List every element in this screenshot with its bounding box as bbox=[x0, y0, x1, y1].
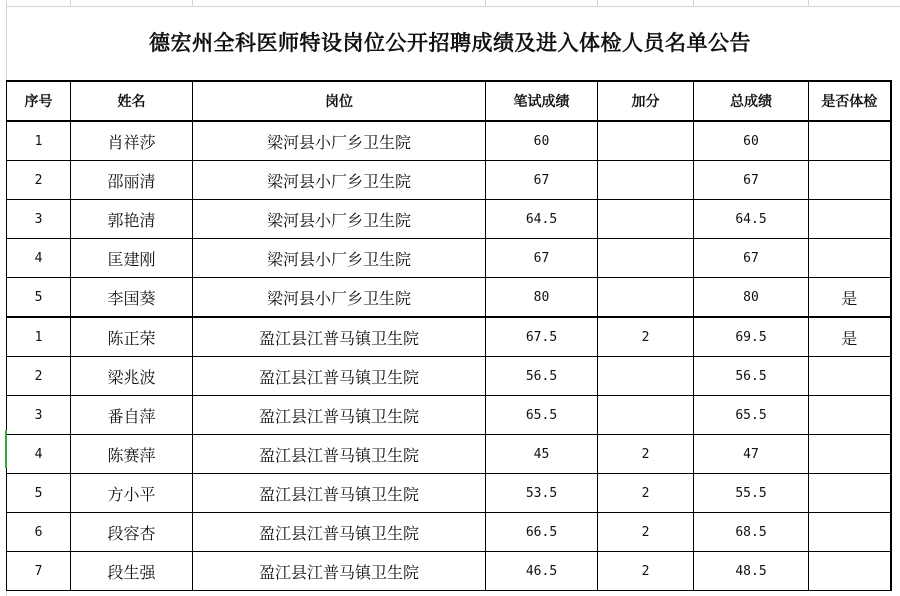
cell-index[interactable]: 5 bbox=[7, 278, 71, 318]
cell-medical-exam[interactable] bbox=[809, 357, 891, 396]
cell-bonus[interactable]: 2 bbox=[598, 317, 694, 357]
cell-written-score[interactable]: 46.5 bbox=[486, 552, 598, 591]
table-row bbox=[7, 474, 891, 513]
cell-written-score[interactable]: 80 bbox=[486, 278, 598, 318]
cell-written-score[interactable]: 67.5 bbox=[486, 317, 598, 357]
table-row bbox=[7, 278, 891, 318]
table-row bbox=[7, 435, 891, 474]
cell-bonus[interactable] bbox=[598, 200, 694, 239]
cell-bonus[interactable]: 2 bbox=[598, 513, 694, 552]
table-row bbox=[7, 239, 891, 278]
cell-bonus[interactable] bbox=[598, 239, 694, 278]
header-position[interactable]: 岗位 bbox=[193, 81, 486, 121]
cell-position[interactable]: 盈江县江普马镇卫生院 bbox=[193, 357, 486, 396]
table-row bbox=[7, 121, 891, 161]
table-row bbox=[7, 161, 891, 200]
cell-bonus[interactable]: 2 bbox=[598, 474, 694, 513]
cell-position[interactable]: 梁河县小厂乡卫生院 bbox=[193, 278, 486, 318]
header-index[interactable]: 序号 bbox=[7, 81, 71, 121]
cell-index[interactable]: 3 bbox=[7, 200, 71, 239]
cell-medical-exam[interactable] bbox=[809, 161, 891, 200]
cell-position[interactable]: 盈江县江普马镇卫生院 bbox=[193, 317, 486, 357]
cell-written-score[interactable]: 64.5 bbox=[486, 200, 598, 239]
cell-index[interactable]: 2 bbox=[7, 357, 71, 396]
selected-row-marker bbox=[5, 430, 7, 468]
cell-index[interactable]: 2 bbox=[7, 161, 71, 200]
cell-total-score[interactable]: 65.5 bbox=[694, 396, 809, 435]
cell-index[interactable]: 6 bbox=[7, 513, 71, 552]
header-name[interactable]: 姓名 bbox=[71, 81, 193, 121]
cell-bonus[interactable] bbox=[598, 121, 694, 161]
cell-name[interactable]: 邵丽清 bbox=[71, 161, 193, 200]
cell-position[interactable]: 梁河县小厂乡卫生院 bbox=[193, 200, 486, 239]
cell-total-score[interactable]: 60 bbox=[694, 121, 809, 161]
cell-name[interactable]: 郭艳清 bbox=[71, 200, 193, 239]
header-written-score[interactable]: 笔试成绩 bbox=[486, 81, 598, 121]
cell-medical-exam[interactable] bbox=[809, 435, 891, 474]
cell-medical-exam[interactable] bbox=[809, 121, 891, 161]
cell-index[interactable]: 5 bbox=[7, 474, 71, 513]
cell-written-score[interactable]: 53.5 bbox=[486, 474, 598, 513]
cell-medical-exam[interactable] bbox=[809, 552, 891, 591]
cell-bonus[interactable]: 2 bbox=[598, 552, 694, 591]
cell-total-score[interactable]: 48.5 bbox=[694, 552, 809, 591]
cell-index[interactable]: 3 bbox=[7, 396, 71, 435]
table-header-row bbox=[7, 81, 891, 121]
table-row bbox=[7, 513, 891, 552]
cell-position[interactable]: 盈江县江普马镇卫生院 bbox=[193, 513, 486, 552]
header-bonus[interactable]: 加分 bbox=[598, 81, 694, 121]
cell-name[interactable]: 梁兆波 bbox=[71, 357, 193, 396]
cell-index[interactable]: 4 bbox=[7, 435, 71, 474]
cell-total-score[interactable]: 68.5 bbox=[694, 513, 809, 552]
cell-total-score[interactable]: 55.5 bbox=[694, 474, 809, 513]
cell-position[interactable]: 梁河县小厂乡卫生院 bbox=[193, 161, 486, 200]
cell-bonus[interactable] bbox=[598, 161, 694, 200]
cell-bonus[interactable] bbox=[598, 396, 694, 435]
table-row bbox=[7, 552, 891, 591]
cell-written-score[interactable]: 67 bbox=[486, 161, 598, 200]
table-row bbox=[7, 200, 891, 239]
cell-medical-exam[interactable] bbox=[809, 200, 891, 239]
header-total-score[interactable]: 总成绩 bbox=[694, 81, 809, 121]
cell-name[interactable]: 方小平 bbox=[71, 474, 193, 513]
cell-total-score[interactable]: 67 bbox=[694, 161, 809, 200]
cell-total-score[interactable]: 69.5 bbox=[694, 317, 809, 357]
cell-total-score[interactable]: 47 bbox=[694, 435, 809, 474]
cell-position[interactable]: 盈江县江普马镇卫生院 bbox=[193, 552, 486, 591]
cell-position[interactable]: 梁河县小厂乡卫生院 bbox=[193, 121, 486, 161]
cell-bonus[interactable] bbox=[598, 278, 694, 318]
cell-bonus[interactable] bbox=[598, 357, 694, 396]
cell-index[interactable]: 7 bbox=[7, 552, 71, 591]
cell-position[interactable]: 盈江县江普马镇卫生院 bbox=[193, 435, 486, 474]
document-title: 德宏州全科医师特设岗位公开招聘成绩及进入体检人员名单公告 bbox=[149, 31, 751, 55]
cell-name[interactable]: 李国葵 bbox=[71, 278, 193, 318]
cell-total-score[interactable]: 67 bbox=[694, 239, 809, 278]
cell-name[interactable]: 陈赛萍 bbox=[71, 435, 193, 474]
cell-position[interactable]: 盈江县江普马镇卫生院 bbox=[193, 474, 486, 513]
cell-position[interactable]: 盈江县江普马镇卫生院 bbox=[193, 396, 486, 435]
header-medical-exam[interactable]: 是否体检 bbox=[809, 81, 891, 121]
cell-index[interactable]: 4 bbox=[7, 239, 71, 278]
results-table bbox=[6, 80, 892, 591]
cell-name[interactable]: 陈正荣 bbox=[71, 317, 193, 357]
cell-medical-exam[interactable] bbox=[809, 239, 891, 278]
table-row bbox=[7, 357, 891, 396]
cell-written-score[interactable]: 65.5 bbox=[486, 396, 598, 435]
cell-medical-exam[interactable] bbox=[809, 513, 891, 552]
cell-name[interactable]: 匡建刚 bbox=[71, 239, 193, 278]
cell-index[interactable]: 1 bbox=[7, 317, 71, 357]
cell-name[interactable]: 段生强 bbox=[71, 552, 193, 591]
cell-position[interactable]: 梁河县小厂乡卫生院 bbox=[193, 239, 486, 278]
cell-total-score[interactable]: 64.5 bbox=[694, 200, 809, 239]
cell-written-score[interactable]: 45 bbox=[486, 435, 598, 474]
cell-medical-exam[interactable] bbox=[809, 474, 891, 513]
table-row bbox=[7, 317, 891, 357]
cell-name[interactable]: 段容杏 bbox=[71, 513, 193, 552]
cell-bonus[interactable]: 2 bbox=[598, 435, 694, 474]
cell-medical-exam[interactable] bbox=[809, 396, 891, 435]
cell-total-score[interactable]: 80 bbox=[694, 278, 809, 318]
cell-written-score[interactable]: 60 bbox=[486, 121, 598, 161]
cell-name[interactable]: 番自萍 bbox=[71, 396, 193, 435]
cell-written-score[interactable]: 56.5 bbox=[486, 357, 598, 396]
cell-name[interactable]: 肖祥莎 bbox=[71, 121, 193, 161]
cell-medical-exam[interactable]: 是 bbox=[809, 278, 891, 318]
cell-total-score[interactable]: 56.5 bbox=[694, 357, 809, 396]
cell-written-score[interactable]: 66.5 bbox=[486, 513, 598, 552]
cell-medical-exam[interactable]: 是 bbox=[809, 317, 891, 357]
cell-index[interactable]: 1 bbox=[7, 121, 71, 161]
table-row bbox=[7, 396, 891, 435]
cell-written-score[interactable]: 67 bbox=[486, 239, 598, 278]
